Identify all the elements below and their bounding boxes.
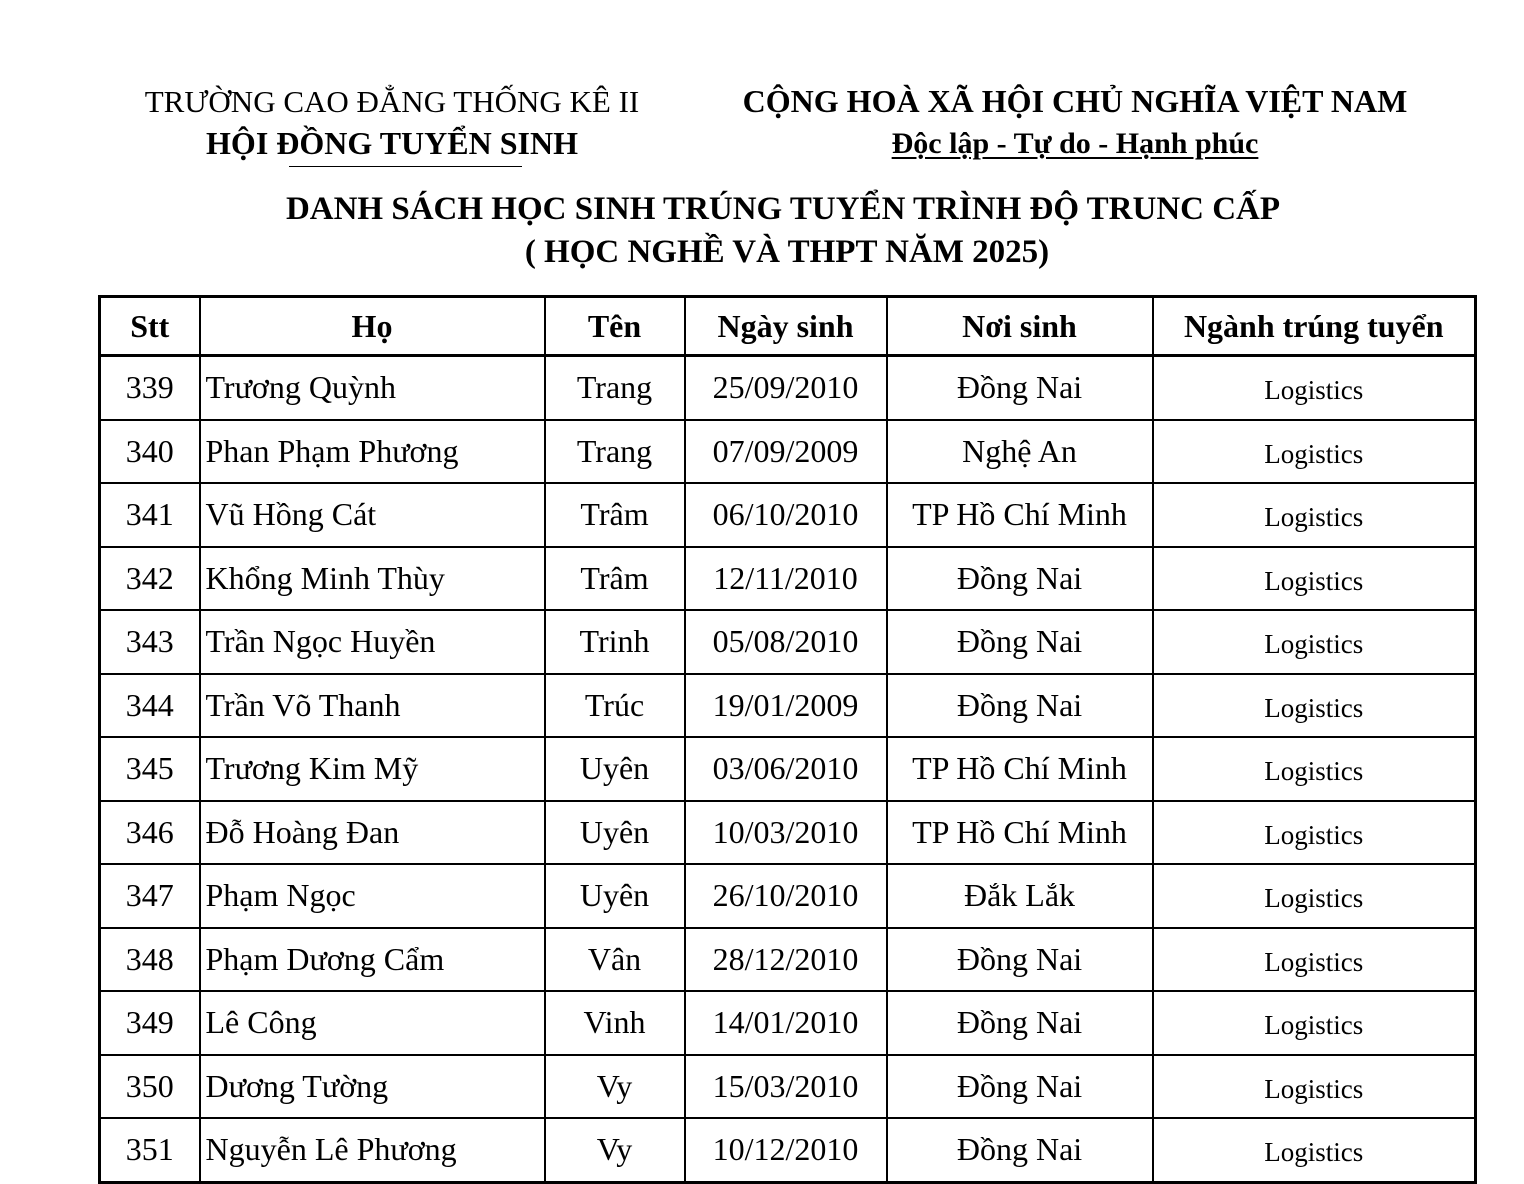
cell-noi-sinh: Đồng Nai xyxy=(887,547,1153,611)
cell-stt: 342 xyxy=(100,547,200,611)
cell-nganh: Logistics xyxy=(1153,547,1476,611)
national-motto xyxy=(700,129,1450,159)
cell-ho: Trần Võ Thanh xyxy=(200,674,545,738)
admissions-table xyxy=(98,295,1477,1184)
table-row xyxy=(100,737,1476,801)
table-row xyxy=(100,356,1476,420)
table-row xyxy=(100,1118,1476,1182)
cell-ngay-sinh: 14/01/2010 xyxy=(685,991,887,1055)
cell-ten: Vinh xyxy=(545,991,685,1055)
cell-nganh: Logistics xyxy=(1153,928,1476,992)
table-row xyxy=(100,801,1476,865)
cell-nganh: Logistics xyxy=(1153,801,1476,865)
cell-ten: Uyên xyxy=(545,737,685,801)
cell-ngay-sinh: 26/10/2010 xyxy=(685,864,887,928)
cell-ten: Trang xyxy=(545,420,685,484)
cell-noi-sinh: Đồng Nai xyxy=(887,991,1153,1055)
cell-noi-sinh: TP Hồ Chí Minh xyxy=(887,801,1153,865)
cell-ho: Dương Tường xyxy=(200,1055,545,1119)
cell-nganh: Logistics xyxy=(1153,737,1476,801)
cell-noi-sinh: TP Hồ Chí Minh xyxy=(887,483,1153,547)
cell-stt: 340 xyxy=(100,420,200,484)
cell-ten: Vân xyxy=(545,928,685,992)
cell-ten: Vy xyxy=(545,1118,685,1182)
cell-ngay-sinh: 25/09/2010 xyxy=(685,356,887,420)
cell-ngay-sinh: 19/01/2009 xyxy=(685,674,887,738)
cell-ho: Khổng Minh Thùy xyxy=(200,547,545,611)
cell-noi-sinh: Đồng Nai xyxy=(887,610,1153,674)
cell-ho: Trương Kim Mỹ xyxy=(200,737,545,801)
cell-ho: Đỗ Hoàng Đan xyxy=(200,801,545,865)
table-row xyxy=(100,483,1476,547)
cell-stt: 347 xyxy=(100,864,200,928)
cell-ho: Nguyễn Lê Phương xyxy=(200,1118,545,1182)
cell-ten: Trâm xyxy=(545,483,685,547)
cell-nganh: Logistics xyxy=(1153,1055,1476,1119)
cell-nganh: Logistics xyxy=(1153,674,1476,738)
document-title: DANH SÁCH HỌC SINH TRÚNG TUYỂN TRÌNH ĐỘ TRUNC CẤP xyxy=(285,191,1281,227)
school-name: TRƯỜNG CAO ĐẲNG THỐNG KÊ II xyxy=(144,84,640,119)
cell-noi-sinh: Đồng Nai xyxy=(887,1055,1153,1119)
cell-stt: 343 xyxy=(100,610,200,674)
column-header-ten: Tên xyxy=(545,297,685,356)
cell-ten: Trâm xyxy=(545,547,685,611)
table-row xyxy=(100,1055,1476,1119)
cell-stt: 344 xyxy=(100,674,200,738)
table-row xyxy=(100,420,1476,484)
cell-ngay-sinh: 12/11/2010 xyxy=(685,547,887,611)
admissions-council: HỘI ĐỒNG TUYỂN SINH xyxy=(206,125,578,161)
national-title: CỘNG HOÀ XÃ HỘI CHỦ NGHĨA VIỆT NAM xyxy=(742,83,1408,119)
cell-ho: Lê Công xyxy=(200,991,545,1055)
cell-stt: 339 xyxy=(100,356,200,420)
cell-ngay-sinh: 10/12/2010 xyxy=(685,1118,887,1182)
table-row xyxy=(100,864,1476,928)
cell-ho: Phạm Dương Cẩm xyxy=(200,928,545,992)
left-header-underline xyxy=(289,166,522,167)
table-body xyxy=(100,356,1476,1183)
cell-ho: Phan Phạm Phương xyxy=(200,420,545,484)
cell-ngay-sinh: 10/03/2010 xyxy=(685,801,887,865)
cell-stt: 345 xyxy=(100,737,200,801)
cell-ngay-sinh: 03/06/2010 xyxy=(685,737,887,801)
cell-ten: Trúc xyxy=(545,674,685,738)
cell-stt: 351 xyxy=(100,1118,200,1182)
column-header-ho: Họ xyxy=(200,297,545,356)
column-header-nganh: Ngành trúng tuyển xyxy=(1153,297,1476,356)
table-row xyxy=(100,547,1476,611)
column-header-stt: Stt xyxy=(100,297,200,356)
cell-ngay-sinh: 05/08/2010 xyxy=(685,610,887,674)
cell-noi-sinh: Đồng Nai xyxy=(887,356,1153,420)
cell-noi-sinh: Đắk Lắk xyxy=(887,864,1153,928)
cell-nganh: Logistics xyxy=(1153,991,1476,1055)
column-header-noi-sinh: Nơi sinh xyxy=(887,297,1153,356)
cell-stt: 348 xyxy=(100,928,200,992)
cell-ho: Phạm Ngọc xyxy=(200,864,545,928)
cell-nganh: Logistics xyxy=(1153,483,1476,547)
cell-ngay-sinh: 15/03/2010 xyxy=(685,1055,887,1119)
table-header-row xyxy=(100,297,1476,356)
cell-ten: Trinh xyxy=(545,610,685,674)
cell-ten: Uyên xyxy=(545,801,685,865)
cell-nganh: Logistics xyxy=(1153,610,1476,674)
cell-stt: 346 xyxy=(100,801,200,865)
cell-ngay-sinh: 07/09/2009 xyxy=(685,420,887,484)
cell-ngay-sinh: 28/12/2010 xyxy=(685,928,887,992)
cell-nganh: Logistics xyxy=(1153,864,1476,928)
cell-ten: Uyên xyxy=(545,864,685,928)
cell-nganh: Logistics xyxy=(1153,356,1476,420)
column-header-ngay-sinh: Ngày sinh xyxy=(685,297,887,356)
cell-ngay-sinh: 06/10/2010 xyxy=(685,483,887,547)
cell-ho: Vũ Hồng Cát xyxy=(200,483,545,547)
cell-noi-sinh: Đồng Nai xyxy=(887,674,1153,738)
table-row xyxy=(100,991,1476,1055)
document-subtitle: ( HỌC NGHỀ VÀ THPT NĂM 2025) xyxy=(524,234,1050,270)
cell-ten: Trang xyxy=(545,356,685,420)
cell-stt: 350 xyxy=(100,1055,200,1119)
cell-ho: Trần Ngọc Huyền xyxy=(200,610,545,674)
national-motto-text: Độc lập - Tự do - Hạnh phúc xyxy=(891,127,1259,160)
table-row xyxy=(100,610,1476,674)
cell-nganh: Logistics xyxy=(1153,1118,1476,1182)
cell-stt: 349 xyxy=(100,991,200,1055)
cell-noi-sinh: TP Hồ Chí Minh xyxy=(887,737,1153,801)
table-row xyxy=(100,928,1476,992)
cell-noi-sinh: Đồng Nai xyxy=(887,928,1153,992)
cell-ten: Vy xyxy=(545,1055,685,1119)
table-row xyxy=(100,674,1476,738)
cell-noi-sinh: Nghệ An xyxy=(887,420,1153,484)
cell-stt: 341 xyxy=(100,483,200,547)
cell-nganh: Logistics xyxy=(1153,420,1476,484)
cell-noi-sinh: Đồng Nai xyxy=(887,1118,1153,1182)
cell-ho: Trương Quỳnh xyxy=(200,356,545,420)
